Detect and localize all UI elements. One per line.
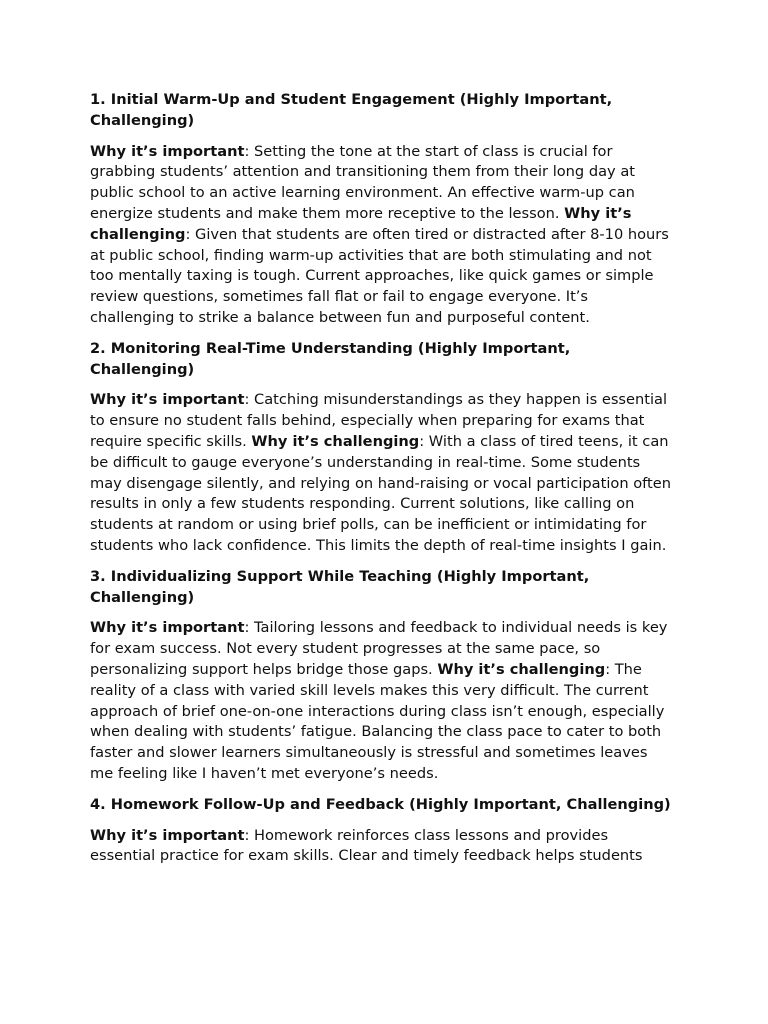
section-heading: 2. Monitoring Real-Time Understanding (Highly Important, Challenging) [90,339,571,378]
important-text: : Setting the tone at the start of class is crucial for grabbing students’ attention and transitioning them from their long day at public school to an active learning environment. An effective warm-up can energize students and make them more receptive to the lesson. [90,142,635,222]
section-warm-up [90,90,672,329]
document-page [90,90,672,877]
important-label: Why it’s important [90,619,245,637]
section-individualizing [90,567,672,785]
section-body [90,826,672,868]
important-label: Why it’s important [90,826,245,844]
challenging-text: : With a class of tired teens, it can be difficult to gauge everyone’s understanding in real-time. Some students may disengage silently, and relying on hand-raising or vocal participation often results in only a few students responding. Current solutions, like calling on students at random or using brief polls, can be inefficient or intimidating for students who lack confidence. This limits the depth of real-time insights I gain. [90,432,671,554]
important-label: Why it’s important [90,142,245,160]
section-body [90,142,672,329]
section-heading: 3. Individualizing Support While Teaching (Highly Important, Challenging) [90,567,590,606]
important-label: Why it’s important [90,391,245,409]
section-heading: 4. Homework Follow-Up and Feedback (Highly Important, Challenging) [90,795,671,813]
challenging-text: : Given that students are often tired or distracted after 8-10 hours at public school, finding warm-up activities that are both stimulating and not too mentally taxing is tough. Current approaches, like quick games or simple review questions, sometimes fall flat or fail to engage everyone. It’s challenging to strike a balance between fun and purposeful content. [90,225,669,326]
important-text: : Homework reinforces class lessons and provides essential practice for exam skills. Clear and timely feedback helps students [90,826,643,865]
section-body [90,618,672,784]
section-monitoring [90,339,672,557]
challenging-label: Why it’s challenging [90,204,632,243]
section-body [90,390,672,556]
section-homework [90,795,672,867]
challenging-text: : The reality of a class with varied skill levels makes this very difficult. The current approach of brief one-on-one interactions during class isn’t enough, especially when dealing with students’ fatigue. Balancing the class pace to cater to both faster and slower learners simultaneously is stressful and sometimes leaves me feeling like I haven’t met everyone’s needs. [90,660,665,782]
important-text: : Catching misunderstandings as they happen is essential to ensure no student falls behind, especially when preparing for exams that require specific skills. [90,391,668,450]
section-heading: 1. Initial Warm-Up and Student Engagement (Highly Important, Challenging) [90,91,613,129]
important-text: : Tailoring lessons and feedback to individual needs is key for exam success. Not every student progresses at the same pace, so personalizing support helps bridge those gaps. [90,619,668,678]
challenging-label: Why it’s challenging [437,660,606,678]
challenging-label: Why it’s challenging [251,432,420,450]
